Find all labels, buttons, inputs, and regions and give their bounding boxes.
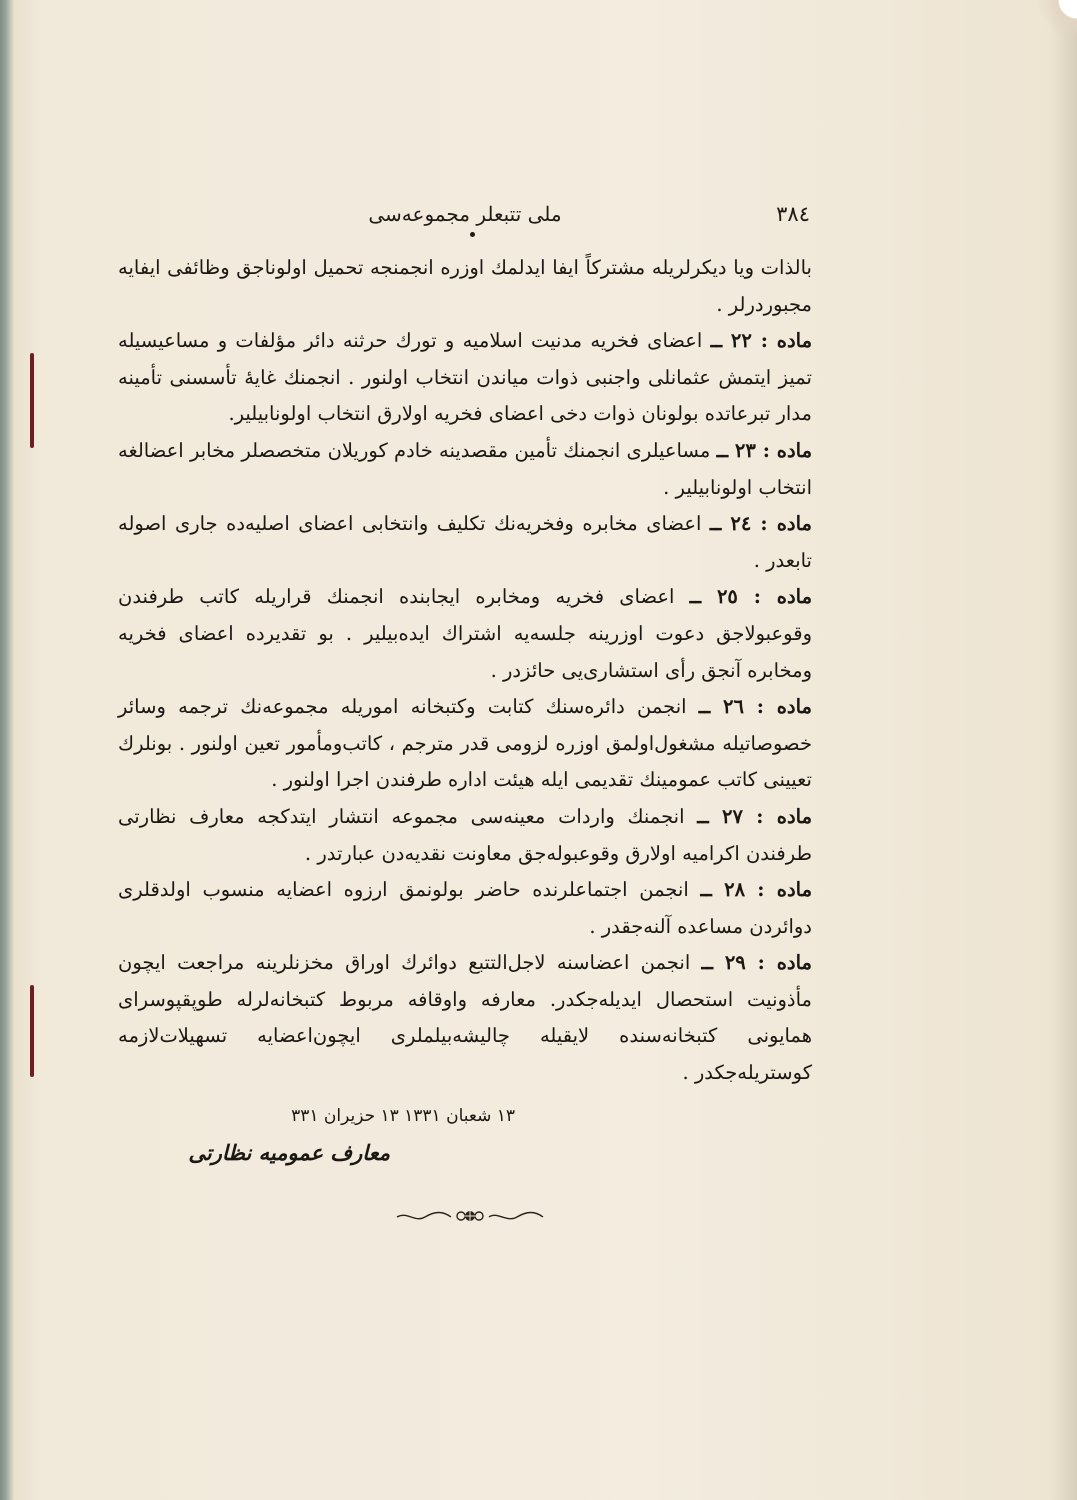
signature: معارف عمومیه نظارتی [188, 1140, 390, 1165]
article-label: ماده : ٢٦ ــ [698, 695, 813, 719]
article-26 [118, 689, 812, 799]
article-text: اعضای فخریه مدنیت اسلامیه و تورك حرثنه دائر مؤلفات و مساعیسیله تمیز ایتمش عثمانلی واجنبی ذوات میاندن انتخاب اولنور . انجمنك غایۀ تأسسنی تأمینه مدار تبرعاتده بولونان ذوات دخی اعضای فخریه اولارق انتخاب اولونابیلیر. [118, 329, 812, 426]
header-dot [470, 232, 475, 237]
page-header [120, 198, 810, 238]
article-label: ماده : ٢٤ ــ [709, 512, 812, 536]
paragraph-text: بالذات ویا دیکرلریله مشترکاً ایفا ایدلمك اوزره انجمنجه تحمیل اولوناجق وظائفی ایفایه مجبوردرلر . [118, 256, 812, 316]
article-23 [118, 433, 812, 506]
running-title: ملی تتبعلر مجموعه‌سی [368, 202, 562, 226]
article-27 [118, 799, 812, 872]
article-text: اعضای فخریه ومخابره ایجابنده انجمنك قراریله کاتب طرفندن وقوعبولاجق دعوت اوزرینه جلسه‌یه اشتراك ایده‌بیلیر . بو تقدیرده اعضای فخریه ومخابره آنجق رأی استشاری‌یی حائزدر . [118, 585, 812, 682]
article-text: انجمن اجتماعلرنده حاضر بولونمق ارزوه اعضایه منسوب اولدقلری دوائردن مساعده آلنه‌جقدر . [118, 878, 812, 938]
article-24 [118, 506, 812, 579]
article-22 [118, 323, 812, 433]
article-label: ماده : ٢٢ ــ [710, 329, 813, 353]
article-text: اعضای مخابره وفخریه‌نك تکلیف وانتخابی اعضای اصلیه‌ده جاری اصوله تابعدر . [118, 512, 812, 572]
body-text [118, 250, 812, 1092]
article-text: مساعیلری انجمنك تأمین مقصدینه خادم کوریلان متخصصلر مخابر اعضالغه انتخاب اولونابیلیر . [118, 438, 812, 499]
article-28 [118, 872, 812, 945]
page-edge-shadow [1049, 0, 1077, 1500]
article-text: انجمن دائره‌سنك کتابت وکتبخانه اموریله مجموعه‌نك ترجمه وسائر خصوصاتیله مشغول‌اولمق اوزره لزومی قدر مترجم ، کاتب‌ومأمور تعین اولنور . بونلرك تعیینی کاتب عمومینك تقدیمی ایله هیئت اداره طرفندن اجرا اولنور . [118, 695, 812, 792]
article-label: ماده : ٢٣ ــ [716, 438, 813, 462]
article-text: انجمنك واردات معینه‌سی مجموعه انتشار ایتدکجه معارف نظارتی طرفندن اکرامیه اولارق وقوعبوله‌جق معاونت نقدیه‌دن عبارتدر . [118, 804, 812, 865]
paragraph-continuation [118, 250, 812, 323]
binding-thread-mark [30, 985, 34, 1077]
article-label: ماده : ٢٥ ــ [689, 585, 813, 609]
article-29 [118, 945, 812, 1091]
article-text: انجمن اعضاسنه لاجل‌التتبع دوائرك اوراق مخزنلرینه مراجعت ایچون مأذونیت استحصال ایدیله‌جکدر. معارفه واوقافه مربوط کتبخانه‌لرله طوپقپوسرای همایونی کتبخانه‌سنده لایقیله چالیشه‌بیلملری ایچون‌اعضایه تسهیلات‌لازمه کوستریله‌جکدر . [118, 951, 812, 1085]
ornament-divider [395, 1205, 545, 1227]
page-number: ٣٨٤ [776, 202, 810, 226]
binding-thread-mark [30, 353, 34, 448]
torn-corner [1033, 0, 1077, 40]
article-25 [118, 579, 812, 689]
article-label: ماده : ٢٨ ــ [700, 878, 813, 902]
date-line: ١٣ شعبان ١٣٣١ ١٣ حزیران ٣٣١ [291, 1106, 515, 1126]
article-label: ماده : ٢٩ ــ [701, 951, 812, 975]
article-label: ماده : ٢٧ ــ [697, 804, 813, 828]
